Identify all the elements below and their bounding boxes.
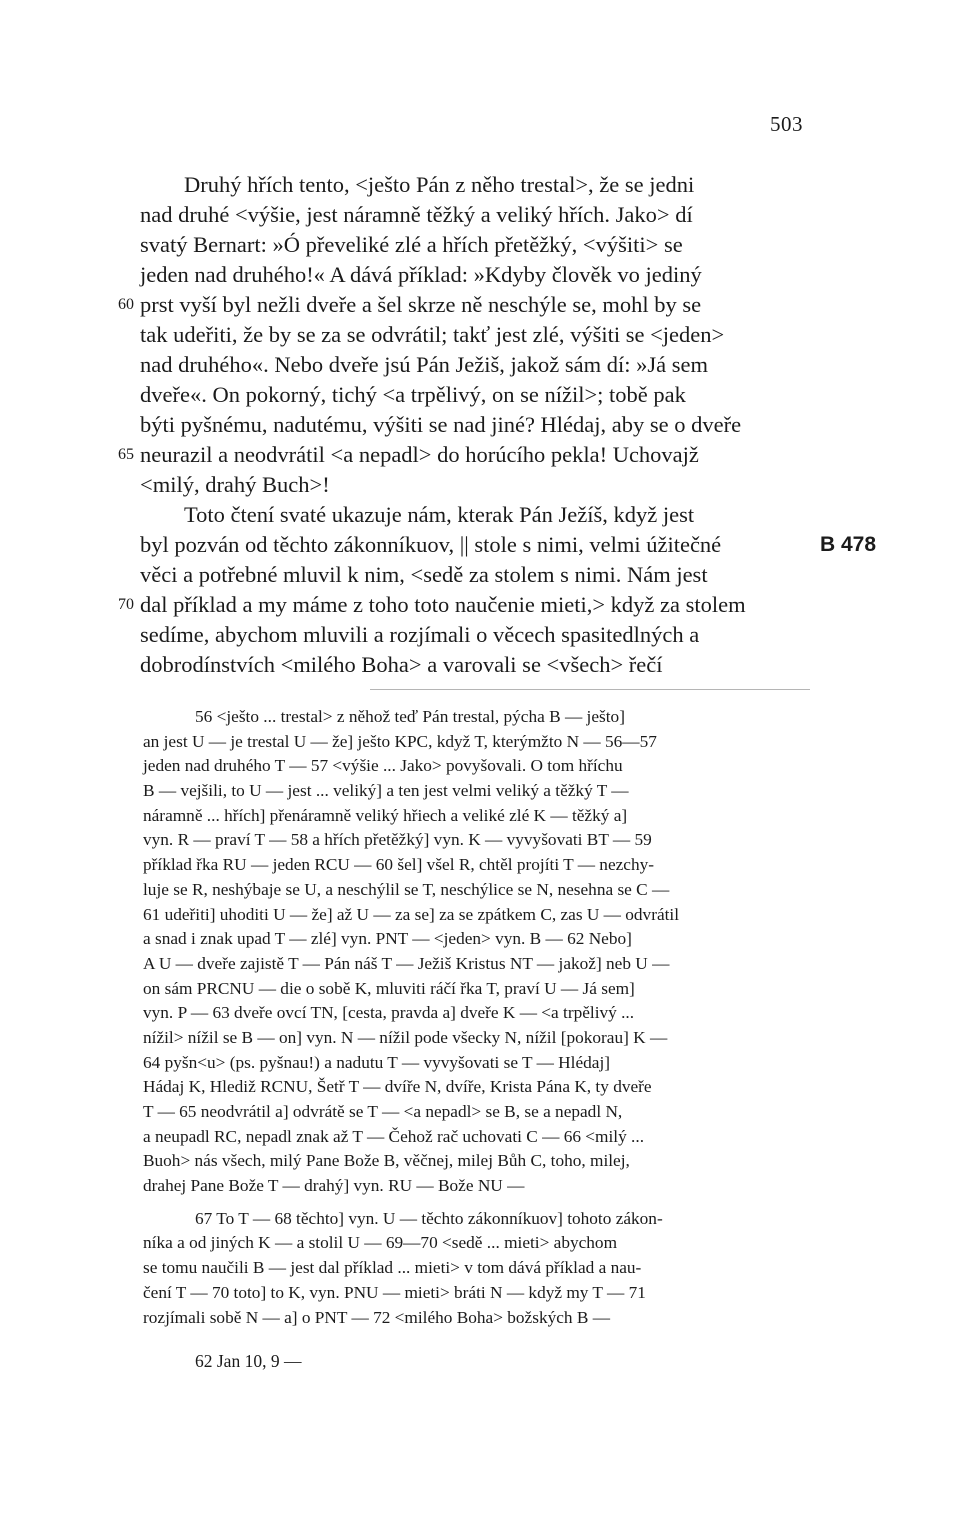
text-line-content: jeden nad druhého!« A dává příklad: »Kdyby člověk vo jediný bbox=[140, 262, 702, 287]
apparatus-line: a neupadl RC, nepadl znak až T — Čehož rač uchovati C — 66 <milý ... bbox=[143, 1126, 645, 1146]
footnote-divider bbox=[370, 689, 810, 690]
apparatus-line: čení T — 70 toto] to K, vyn. PNU — mieti> bráti N — když my T — 71 bbox=[143, 1282, 646, 1302]
text-line bbox=[140, 560, 812, 590]
text-line-content: <milý, drahý Buch>! bbox=[140, 472, 330, 497]
text-line bbox=[140, 350, 812, 380]
text-line bbox=[140, 500, 812, 530]
apparatus-line: a snad i znak upad T — zlé] vyn. PNT — <jeden> vyn. B — 62 Nebo] bbox=[143, 929, 632, 949]
text-line-content: nad druhé <výšie, jest náramně těžký a veliký hřích. Jako> dí bbox=[140, 202, 693, 227]
text-line bbox=[140, 200, 812, 230]
text-line-content: Druhý hřích tento, <ješto Pán z něho trestal>, že se jedni bbox=[184, 172, 695, 197]
apparatus-line: on sám PRCNU — die o sobě K, mluviti ráčí řka T, praví U — Já sem] bbox=[143, 978, 635, 998]
text-line-content: tak udeřiti, že by se za se odvrátil; takť jest zlé, výšiti se <jeden> bbox=[140, 322, 725, 347]
text-line bbox=[140, 230, 812, 260]
text-line bbox=[140, 170, 812, 200]
apparatus-line: 67 To T — 68 těchto] vyn. U — těchto zákonníkuov] tohoto zákon- bbox=[195, 1208, 663, 1228]
apparatus-line: příklad řka RU — jeden RCU — 60 šel] všel R, chtěl projíti T — nezchy- bbox=[143, 855, 654, 875]
apparatus-line: jeden nad druhého T — 57 <výšie ... Jako> povyšovali. O tom hříchu bbox=[143, 756, 623, 776]
text-line bbox=[118, 590, 812, 620]
apparatus-line: náramně ... hřích] přenáramně veliký hřiech a veliké zlé K — těžký a] bbox=[143, 805, 628, 825]
apparatus-line: luje se R, neshýbaje se U, a neschýlil se T, neschýlice se N, nesehna se C — bbox=[143, 879, 670, 899]
apparatus-line: vyn. P — 63 dveře ovcí TN, [cesta, pravda a] dveře K — <a trpělivý ... bbox=[143, 1003, 635, 1023]
line-number: 70 bbox=[118, 596, 134, 613]
text-line bbox=[118, 290, 812, 320]
text-line bbox=[140, 470, 812, 500]
apparatus-line: T — 65 neodvrátil a] odvrátě se T — <a nepadl> se B, se a nepadl N, bbox=[143, 1102, 623, 1121]
text-line-content: nad druhého«. Nebo dveře jsú Pán Ježiš, jakož sám dí: »Já sem bbox=[140, 352, 708, 377]
apparatus-line: 56 <ješto ... trestal> z něhož teď Pán trestal, pýcha B — ješto] bbox=[195, 707, 625, 726]
apparatus-line: drahej Pane Bože T — drahý] vyn. RU — Bože NU — bbox=[143, 1176, 525, 1196]
text-line-content: prst vyší byl nežli dveře a šel skrze ně neschýle se, mohl by se bbox=[140, 292, 702, 317]
apparatus-line: B — vejšili, to U — jest ... veliký] a ten jest velmi veliký a těžký T — bbox=[143, 781, 629, 801]
text-line-content: dobrodínstvích <milého Boha> a varovali se <všech> řečí bbox=[140, 652, 663, 677]
text-line bbox=[118, 440, 812, 470]
text-line bbox=[140, 410, 812, 440]
apparatus-line: Hádaj K, Hlediž RCNU, Šetř T — dvíře N, dvíře, Krista Pána K, ty dveře bbox=[143, 1077, 652, 1097]
text-line-content: neurazil a neodvrátil <a nepadl> do horúcího pekla! Uchovajž bbox=[140, 442, 699, 467]
text-line bbox=[140, 320, 812, 350]
text-line-content: Toto čtení svaté ukazuje nám, kterak Pán Ježíš, když jest bbox=[184, 502, 695, 527]
apparatus-line: 64 pyšn<u> (ps. pyšnau!) a nadutu T — vyvyšovati se T — Hlédaj] bbox=[143, 1052, 610, 1072]
apparatus-line: Buoh> nás všech, milý Pane Bože B, věčnej, milej Bůh C, toho, milej, bbox=[143, 1151, 630, 1171]
apparatus-line: rozjímali sobě N — a] o PNT — 72 <milého Boha> božských B — bbox=[143, 1307, 610, 1327]
apparatus-line: vyn. R — praví T — 58 a hřích přetěžký] vyn. K — vyvyšovati BT — 59 bbox=[143, 830, 652, 850]
apparatus-line: 61 udeřiti] uhoditi U — že] až U — za se] za se zpátkem C, zas U — odvrátil bbox=[143, 904, 680, 924]
text-line bbox=[140, 260, 812, 290]
text-line-content: dal příklad a my máme z toho toto naučenie mieti,> když za stolem bbox=[140, 592, 746, 617]
critical-apparatus bbox=[143, 705, 813, 1330]
source-reference: 62 Jan 10, 9 — bbox=[195, 1351, 302, 1371]
apparatus-line: an jest U — je trestal U — že] ješto KPC, když T, kterýmžto N — 56—57 bbox=[143, 731, 657, 751]
text-line-content: svatý Bernart: »Ó převeliké zlé a hřích přetěžký, <výšiti> se bbox=[140, 232, 683, 257]
text-line bbox=[140, 530, 877, 560]
text-line bbox=[140, 620, 812, 650]
text-line-content: býti pyšnému, nadutému, výšiti se nad jiné? Hlédaj, aby se o dveře bbox=[140, 412, 742, 437]
text-line-content: dveře«. On pokorný, tichý <a trpělivý, on se nížil>; tobě pak bbox=[140, 382, 686, 407]
text-line-content: věci a potřebné mluvil k nim, <sedě za stolem s nimi. Nám jest bbox=[140, 562, 708, 587]
apparatus-line: níka a od jiných K — a stolil U — 69—70 <sedě ... mieti> abychom bbox=[143, 1233, 618, 1253]
folio-reference: B 478 bbox=[820, 533, 877, 556]
line-number: 65 bbox=[118, 446, 134, 463]
text-line bbox=[140, 380, 812, 410]
apparatus-line: se tomu naučili B — jest dal příklad ... mieti> v tom dává příklad a nau- bbox=[143, 1258, 642, 1278]
text-line-content: sedíme, abychom mluvili a rozjímali o věcech spasitedlných a bbox=[140, 622, 700, 647]
apparatus-line: A U — dveře zajistě T — Pán náš T — Ježiš Kristus NT — jakož] neb U — bbox=[143, 953, 670, 973]
text-line-content: byl pozván od těchto zákonníkuov, || stole s nimi, velmi úžitečné bbox=[140, 532, 722, 557]
main-text bbox=[118, 170, 877, 680]
page-number: 503 bbox=[770, 112, 803, 136]
apparatus-line: nížil> nížil se B — on] vyn. N — nížil pode všecky N, nížil [pokorau] K — bbox=[143, 1027, 668, 1047]
text-line bbox=[140, 650, 812, 680]
line-number: 60 bbox=[118, 296, 134, 313]
